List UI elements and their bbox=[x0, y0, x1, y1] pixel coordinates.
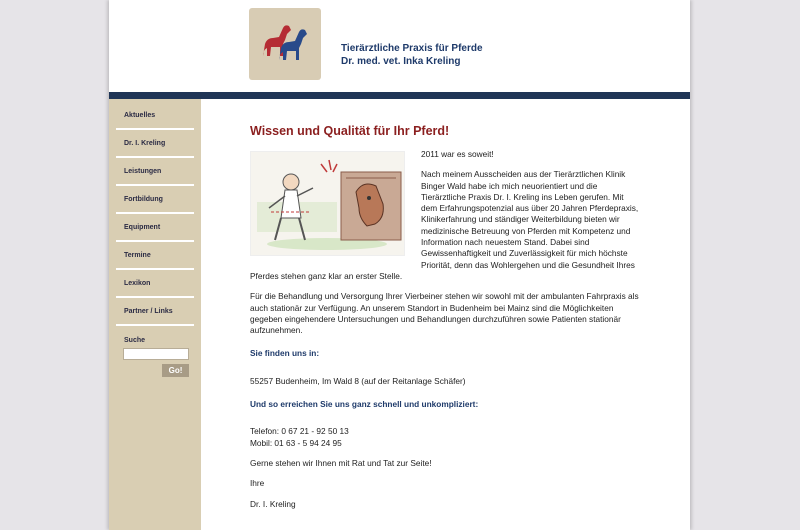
cartoon-illustration bbox=[250, 151, 405, 256]
paragraph-about: Nach meinem Ausscheiden aus der Tierärztlichen Klinik Binger Wald habe ich mich neuorientiert und die Tierärztliche Praxis Dr. I. Kreling ins Leben gerufen. Mit dem Erfahrungspotenzial aus über 20 Jahren Pferdepraxis, Klinikerfahrung und ständiger Weiterbildung bieten wir medizinische Betreuung von Pferden mit Kompetenz und Information nach neuestem Stand. Dabei sind Gewissenhaftigkeit und Zuverlässigkeit für mich höchste Priorität, denn das Wohlergehen und die Gesundheit Ihres Pferdes stehen ganz klar an erster Stelle. bbox=[250, 169, 639, 281]
site-title-line1: Tierärztliche Praxis für Pferde bbox=[341, 43, 483, 54]
horses-logo-icon bbox=[249, 8, 321, 80]
search-label: Suche bbox=[124, 337, 146, 344]
location-heading: Sie finden uns in: bbox=[250, 348, 320, 359]
search-go-button[interactable]: Go! bbox=[162, 364, 189, 377]
site-title bbox=[341, 42, 483, 68]
sidebar-item-lexikon[interactable]: Lexikon bbox=[116, 270, 194, 298]
contact-heading: Und so erreichen Sie uns ganz schnell und unkompliziert: bbox=[250, 399, 479, 410]
address-text: 55257 Budenheim, Im Wald 8 (auf der Reitanlage Schäfer) bbox=[250, 375, 466, 386]
page-heading: Wissen und Qualität für Ihr Pferd! bbox=[250, 124, 450, 138]
sidebar-item-equipment[interactable]: Equipment bbox=[116, 214, 194, 242]
paragraph-services: Für die Behandlung und Versorgung Ihrer Vierbeiner stehen wir sowohl mit der ambulanten Fahrpraxis als auch stationär zur Verfügung. An unserem Standort in Budenheim bei Mainz sind die Möglichkeiten gegeben eingehendere Untersuchungen und Behandlungen durchzuführen sowie Patienten stationär aufzunehmen. bbox=[250, 291, 639, 336]
sidebar-item-fortbildung[interactable]: Fortbildung bbox=[116, 186, 194, 214]
sidebar-item-leistungen[interactable]: Leistungen bbox=[116, 158, 194, 186]
sidebar-item-partner-links[interactable]: Partner / Links bbox=[116, 298, 194, 326]
vet-cartoon-image bbox=[251, 152, 404, 255]
site-header bbox=[109, 0, 690, 92]
site-title-line2: Dr. med. vet. Inka Kreling bbox=[341, 56, 461, 67]
main-content bbox=[250, 120, 642, 519]
header-divider-bar bbox=[109, 92, 690, 99]
sidebar-nav bbox=[109, 99, 201, 530]
logo[interactable] bbox=[249, 8, 321, 80]
intro-text: 2011 war es soweit! bbox=[421, 149, 494, 159]
sidebar-item-termine[interactable]: Termine bbox=[116, 242, 194, 270]
sidebar-item-aktuelles[interactable]: Aktuelles bbox=[116, 102, 194, 130]
page-container bbox=[109, 0, 690, 530]
signature-text: Dr. I. Kreling bbox=[250, 498, 296, 509]
search-input[interactable] bbox=[123, 348, 189, 360]
regards-text: Ihre bbox=[250, 478, 265, 489]
closing-text: Gerne stehen wir Ihnen mit Rat und Tat zur Seite! bbox=[250, 457, 432, 468]
phone-text: Telefon: 0 67 21 - 92 50 13 bbox=[250, 426, 349, 437]
mobile-text: Mobil: 01 63 - 5 94 24 95 bbox=[250, 437, 342, 448]
sidebar-item-dr-kreling[interactable]: Dr. I. Kreling bbox=[116, 130, 194, 158]
